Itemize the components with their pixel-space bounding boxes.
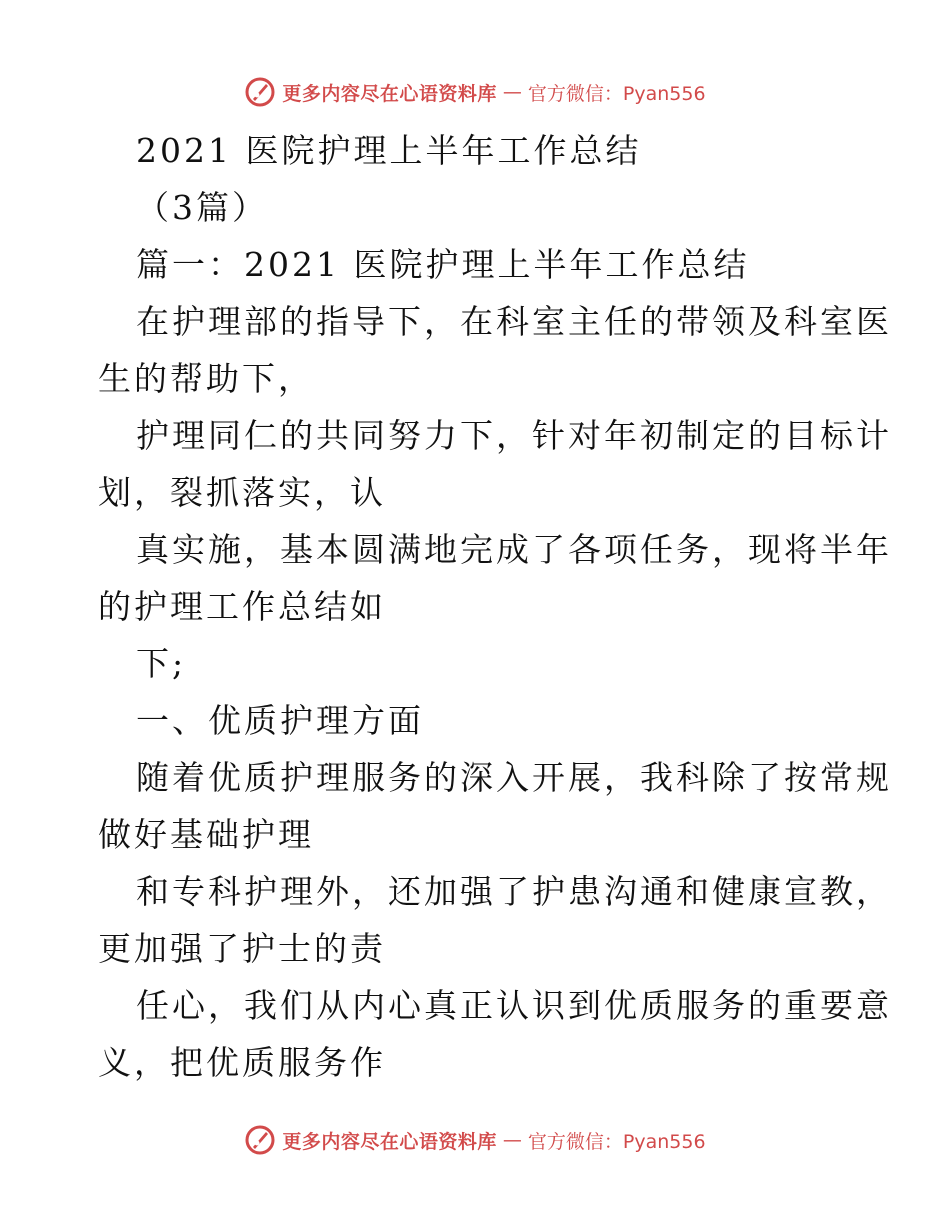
paragraph-line: 在护理部的指导下，在科室主任的带领及科室医 bbox=[136, 302, 892, 341]
footer-banner bbox=[0, 1120, 950, 1160]
promo-text: 更多内容尽在心语资料库 bbox=[282, 1130, 497, 1153]
paragraph-line: 的护理工作总结如 bbox=[98, 587, 386, 626]
section-heading: 篇一：2021 医院护理上半年工作总结 bbox=[136, 245, 750, 284]
document-subtitle: （3篇） bbox=[136, 188, 268, 227]
header-banner bbox=[0, 72, 950, 112]
banner-separator: — bbox=[502, 81, 522, 103]
paragraph-line: 义，把优质服务作 bbox=[98, 1043, 386, 1082]
paragraph-line: 真实施，基本圆满地完成了各项任务，现将半年 bbox=[136, 530, 892, 569]
paragraph-line: 划，裂抓落实，认 bbox=[98, 473, 386, 512]
subsection-heading: 一、优质护理方面 bbox=[136, 701, 424, 740]
paragraph-line: 护理同仁的共同努力下，针对年初制定的目标计 bbox=[136, 416, 892, 455]
wechat-text: 官方微信：Pyan556 bbox=[527, 82, 706, 105]
paragraph-line: 随着优质护理服务的深入开展，我科除了按常规 bbox=[136, 758, 892, 797]
document-body bbox=[98, 122, 892, 1091]
paragraph-line: 生的帮助下， bbox=[98, 359, 314, 398]
promo-text: 更多内容尽在心语资料库 bbox=[282, 82, 497, 105]
paragraph-line: 下; bbox=[136, 644, 187, 683]
wechat-text: 官方微信：Pyan556 bbox=[527, 1130, 706, 1153]
quill-pen-logo-icon bbox=[244, 1124, 276, 1156]
quill-pen-logo-icon bbox=[244, 76, 276, 108]
paragraph-line: 任心，我们从内心真正认识到优质服务的重要意 bbox=[136, 986, 892, 1025]
banner-separator: — bbox=[502, 1129, 522, 1151]
paragraph-line: 做好基础护理 bbox=[98, 815, 314, 854]
paragraph-line: 更加强了护士的责 bbox=[98, 929, 386, 968]
document-title: 2021 医院护理上半年工作总结 bbox=[136, 131, 642, 170]
paragraph-line: 和专科护理外，还加强了护患沟通和健康宣教， bbox=[136, 872, 892, 911]
